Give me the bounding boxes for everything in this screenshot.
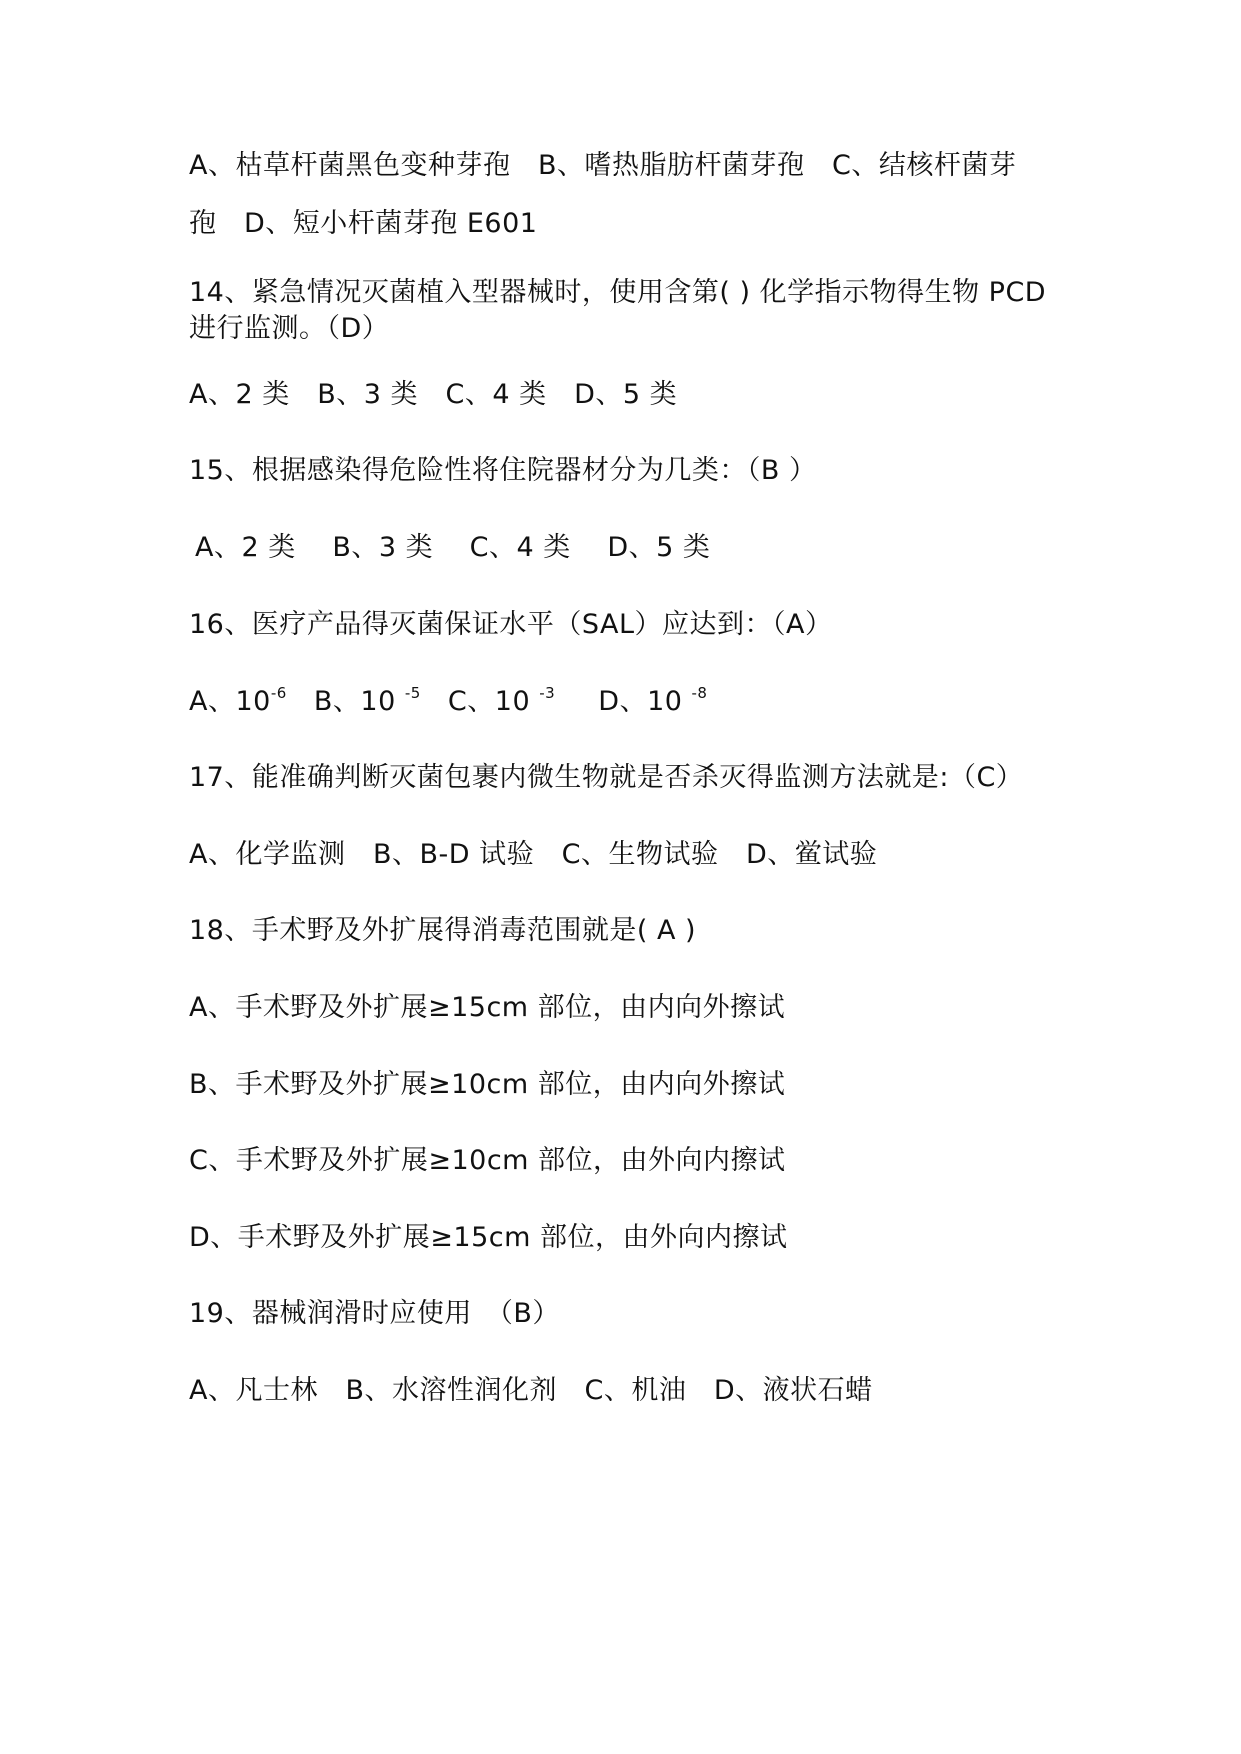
q14-options: A、2 类 B、3 类 C、4 类 D、5 类	[189, 379, 678, 410]
q19-question: 19、器械润滑时应使用 （B）	[189, 1298, 560, 1329]
q15-options: A、2 类 B、3 类 C、4 类 D、5 类	[195, 532, 711, 563]
q13-options-line-2: 孢 D、短小杆菌芽孢 E601	[189, 208, 538, 239]
q13-options-line-1: A、枯草杆菌黑色变种芽孢 B、嗜热脂肪杆菌芽孢 C、结核杆菌芽	[189, 150, 1017, 181]
q18-question: 18、手术野及外扩展得消毒范围就是( A )	[189, 915, 697, 946]
q14-question-line-1: 14、紧急情况灭菌植入型器械时，使用含第( ) 化学指示物得生物 PCD	[189, 277, 1047, 308]
q16-options	[189, 684, 707, 720]
q19-options: A、凡士林 B、水溶性润化剂 C、机油 D、液状石蜡	[189, 1375, 873, 1406]
q16-option-b: B、10 $^{-5}$	[313, 684, 421, 717]
q18-option-c: C、手术野及外扩展≥10cm 部位，由外向内擦试	[189, 1145, 786, 1176]
q16-option-a: A、$10^{-6}$	[189, 684, 287, 717]
q16-option-d: D、10 $^{-8}$	[598, 684, 708, 717]
q17-options: A、化学监测 B、B-D 试验 C、生物试验 D、鲎试验	[189, 839, 878, 870]
q18-option-d: D、手术野及外扩展≥15cm 部位，由外向内擦试	[189, 1222, 788, 1253]
q18-option-a: A、手术野及外扩展≥15cm 部位，由内向外擦试	[189, 992, 786, 1023]
q16-option-c: C、10 $^{-3}$	[447, 684, 556, 717]
q15-question: 15、根据感染得危险性将住院器材分为几类：（B ）	[189, 455, 817, 486]
q17-question: 17、能准确判断灭菌包裹内微生物就是否杀灭得监测方法就是:（C）	[189, 762, 1024, 793]
q16-question: 16、医疗产品得灭菌保证水平（SAL）应达到：（A）	[189, 609, 833, 640]
q18-option-b: B、手术野及外扩展≥10cm 部位，由内向外擦试	[189, 1069, 786, 1100]
q14-question-line-2: 进行监测。（D）	[189, 313, 390, 344]
